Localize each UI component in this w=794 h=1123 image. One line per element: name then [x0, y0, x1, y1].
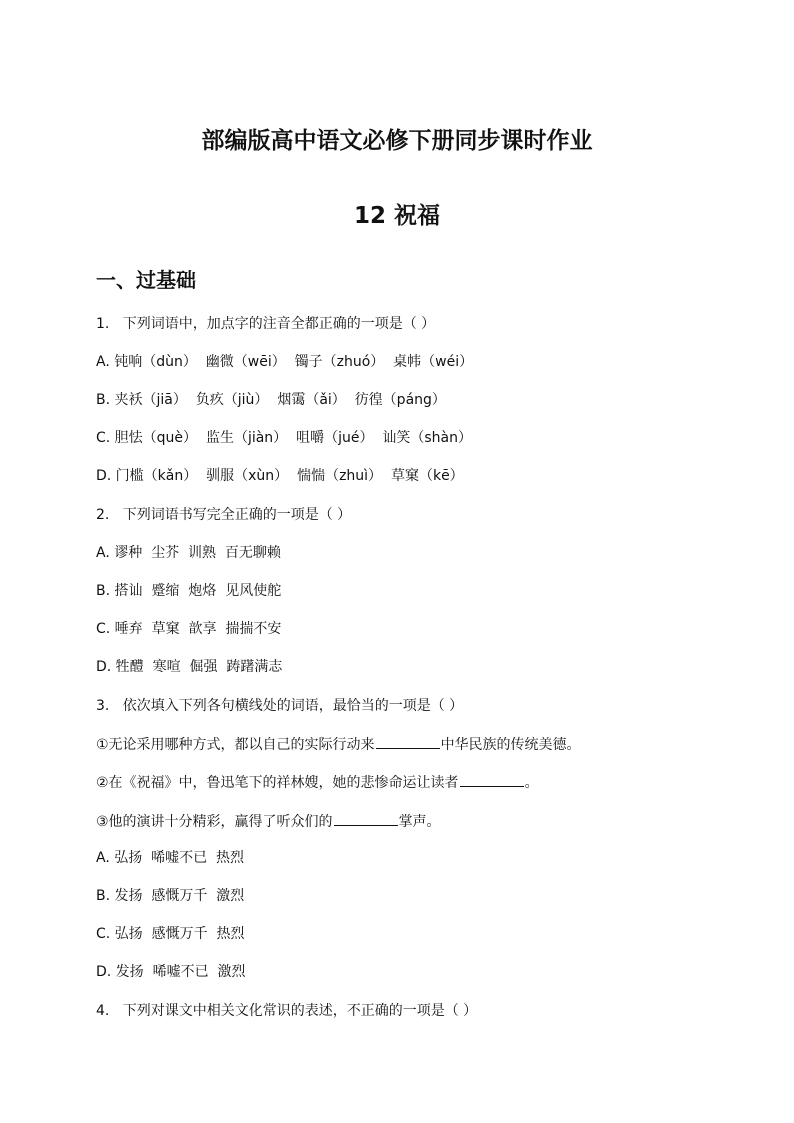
question-2-option-b: B. 搭讪 蹙缩 炮烙 见风使舵 [96, 583, 282, 599]
question-1-stem: 1. 下列词语中，加点字的注音全都正确的一项是（ ） [96, 316, 436, 332]
question-2-stem: 2. 下列词语书写完全正确的一项是（ ） [96, 507, 352, 523]
question-2-option-d: D. 牲醴 寒喧 倔强 踌躇满志 [96, 659, 283, 675]
sentence-1-before: ①无论采用哪种方式，都以自己的实际行动来 [96, 737, 375, 753]
fill-blank-2 [460, 772, 524, 787]
question-1-option-b: B. 夹袄（jiā） 负疚（jiù） 烟霭（ǎi） 彷徨（páng） [96, 392, 446, 408]
question-4-stem: 4. 下列对课文中相关文化常识的表述，不正确的一项是（ ） [96, 1003, 478, 1019]
question-3-sentence-1 [96, 734, 581, 755]
question-1-option-c: C. 胆怯（què） 监生（jiàn） 咀嚼（jué） 讪笑（shàn） [96, 430, 472, 446]
sentence-2-after: 。 [524, 775, 539, 791]
question-3-sentence-2 [96, 772, 539, 793]
question-3-sentence-3 [96, 811, 441, 832]
question-3-option-b: B. 发扬 感慨万千 激烈 [96, 888, 245, 904]
question-2-option-c: C. 唾弃 草窠 歆享 揣揣不安 [96, 621, 282, 637]
question-3-option-d: D. 发扬 唏嘘不已 激烈 [96, 964, 246, 980]
question-1-option-d: D. 门槛（kǎn） 驯服（xùn） 惴惴（zhuì） 草窠（kē） [96, 468, 464, 484]
sentence-1-after: 中华民族的传统美德。 [440, 737, 581, 753]
document-title: 部编版高中语文必修下册同步课时作业 [201, 128, 593, 154]
question-3-option-c: C. 弘扬 感慨万千 热烈 [96, 926, 245, 942]
section-heading: 一、过基础 [96, 268, 196, 292]
question-2-option-a: A. 谬种 尘芥 训熟 百无聊赖 [96, 545, 281, 561]
question-3-option-a: A. 弘扬 唏嘘不已 热烈 [96, 850, 245, 866]
question-3-stem: 3. 依次填入下列各句横线处的词语，最恰当的一项是（ ） [96, 698, 464, 714]
question-1-option-a: A. 钝响（dùn） 幽微（wēi） 镯子（zhuó） 桌帏（wéi） [96, 354, 474, 370]
lesson-title: 12 祝福 [353, 203, 440, 229]
sentence-3-after: 掌声。 [398, 814, 441, 830]
fill-blank-1 [376, 734, 440, 749]
sentence-3-before: ③他的演讲十分精彩，赢得了听众们的 [96, 814, 333, 830]
sentence-2-before: ②在《祝福》中，鲁迅笔下的祥林嫂，她的悲惨命运让读者 [96, 775, 459, 791]
fill-blank-3 [334, 811, 398, 826]
